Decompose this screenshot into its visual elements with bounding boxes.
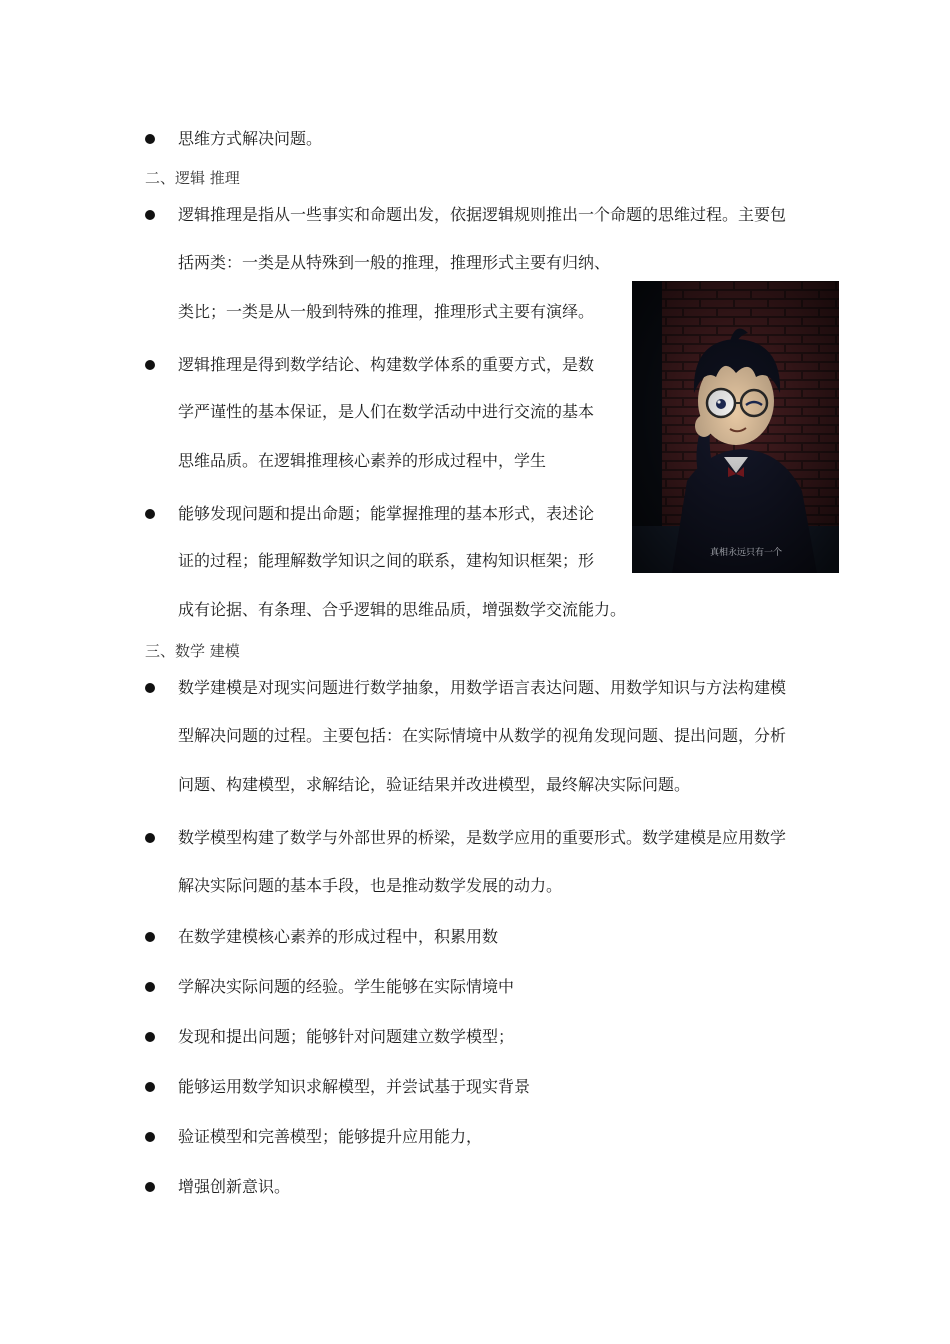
list-item: 能够运用数学知识求解模型，并尝试基于现实背景	[178, 1077, 531, 1096]
paragraph-line: 逻辑推理是得到数学结论、构建数学体系的重要方式，是数	[178, 355, 595, 374]
bullet-marker	[145, 1132, 155, 1142]
list-item: 在数学建模核心素养的形成过程中，积累用数	[178, 927, 499, 946]
paragraph-line: 数学模型构建了数学与外部世界的桥梁，是数学应用的重要形式。数学建模是应用数学	[178, 828, 787, 847]
image-caption: 真相永远只有一个	[710, 548, 783, 558]
bullet-marker	[145, 982, 155, 992]
bullet-marker	[145, 1082, 155, 1092]
paragraph-line: 学严谨性的基本保证，是人们在数学活动中进行交流的基本	[178, 402, 595, 421]
paragraph-line: 问题、构建模型，求解结论，验证结果并改进模型，最终解决实际问题。	[178, 775, 691, 794]
bullet-marker	[145, 1182, 155, 1192]
paragraph-line: 能够发现问题和提出命题；能掌握推理的基本形式，表述论	[178, 504, 595, 523]
paragraph-line: 型解决问题的过程。主要包括：在实际情境中从数学的视角发现问题、提出问题，分析	[178, 726, 787, 745]
paragraph-line: 成有论据、有条理、合乎逻辑的思维品质，增强数学交流能力。	[178, 600, 627, 619]
bullet-marker	[145, 509, 155, 519]
bullet-marker	[145, 833, 155, 843]
paragraph-line: 解决实际问题的基本手段，也是推动数学发展的动力。	[178, 876, 563, 895]
paragraph-line: 逻辑推理是指从一些事实和命题出发，依据逻辑规则推出一个命题的思维过程。主要包	[178, 205, 787, 224]
list-item: 学解决实际问题的经验。学生能够在实际情境中	[178, 977, 515, 996]
bullet-marker	[145, 360, 155, 370]
anime-character-image	[632, 281, 839, 573]
paragraph-line: 数学建模是对现实问题进行数学抽象，用数学语言表达问题、用数学知识与方法构建模	[178, 678, 787, 697]
section-heading-logical-reasoning: 二、逻辑 推理	[145, 169, 240, 187]
section-heading-math-modeling: 三、数学 建模	[145, 642, 240, 660]
paragraph-line: 括两类：一类是从特殊到一般的推理，推理形式主要有归纳、	[178, 253, 611, 272]
paragraph-line: 思维品质。在逻辑推理核心素养的形成过程中，学生	[178, 451, 547, 470]
paragraph-line: 类比；一类是从一般到特殊的推理，推理形式主要有演绎。	[178, 302, 595, 321]
bullet-marker	[145, 932, 155, 942]
list-item: 验证模型和完善模型；能够提升应用能力，	[178, 1127, 483, 1146]
paragraph-line: 思维方式解决问题。	[178, 129, 323, 148]
bullet-marker	[145, 1032, 155, 1042]
bullet-marker	[145, 210, 155, 220]
list-item: 增强创新意识。	[178, 1177, 291, 1196]
bullet-marker	[145, 134, 155, 144]
bullet-marker	[145, 683, 155, 693]
paragraph-line: 证的过程；能理解数学知识之间的联系，建构知识框架；形	[178, 551, 595, 570]
list-item: 发现和提出问题；能够针对问题建立数学模型；	[178, 1027, 515, 1046]
